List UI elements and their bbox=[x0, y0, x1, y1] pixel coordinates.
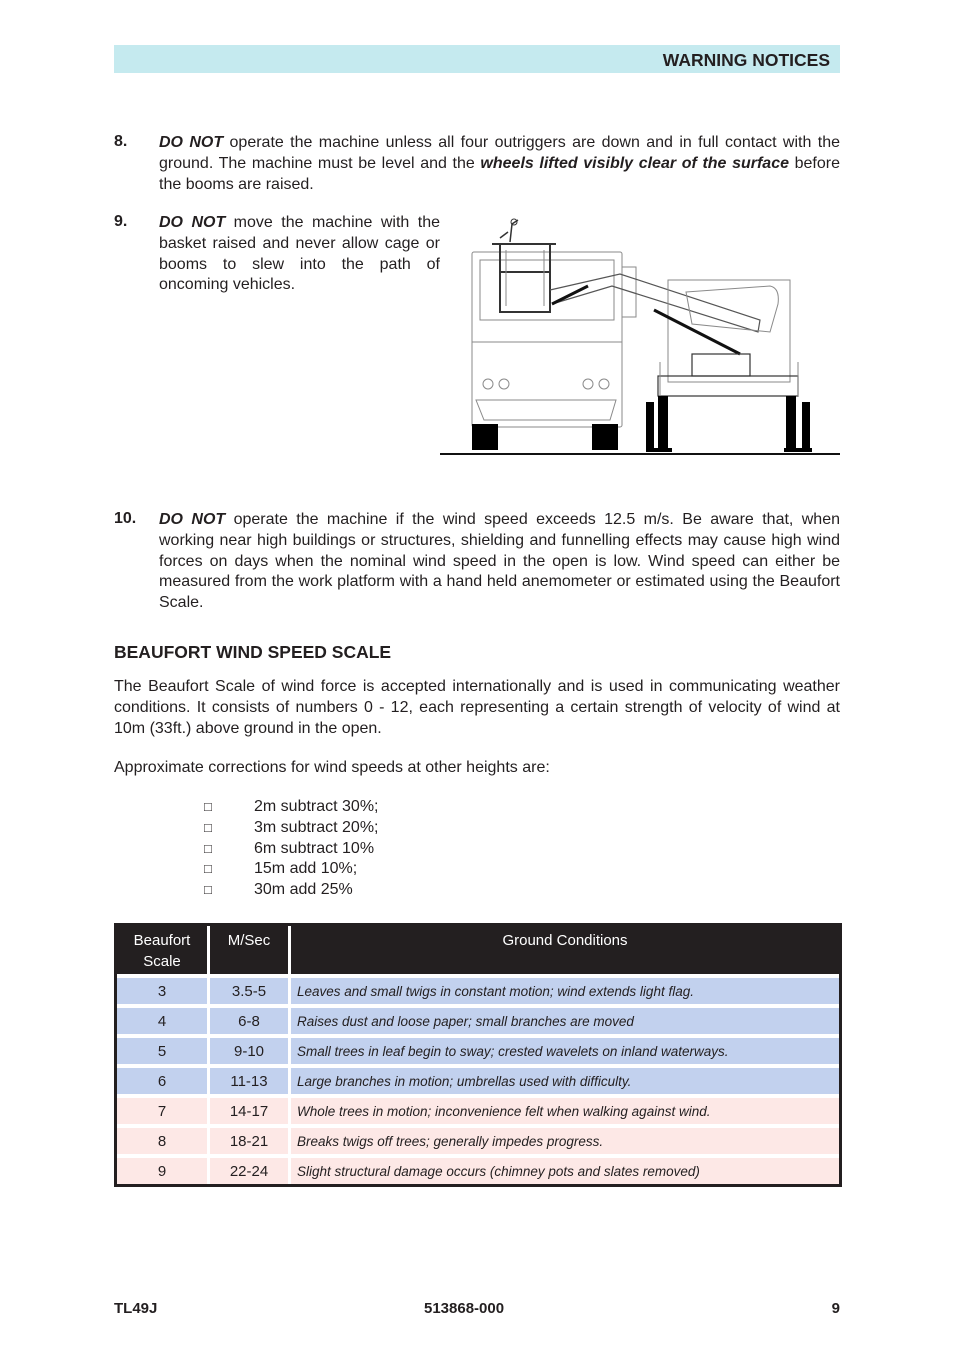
item-8-lead: DO NOT bbox=[159, 134, 224, 151]
item-8-text-b: before the booms are raised. bbox=[159, 154, 841, 193]
bullet-square-icon: □ bbox=[204, 840, 212, 856]
cell-msec: 14-17 bbox=[210, 1094, 291, 1124]
list-item bbox=[204, 859, 379, 880]
item-9-lead: DO NOT bbox=[159, 214, 226, 231]
list-item bbox=[204, 818, 379, 839]
cell-conditions: Breaks twigs off trees; generally impedes progress. bbox=[291, 1124, 839, 1154]
beaufort-heading: BEAUFORT WIND SPEED SCALE bbox=[114, 642, 392, 662]
cell-scale: 7 bbox=[117, 1094, 210, 1124]
cell-scale: 3 bbox=[117, 974, 210, 1004]
header-ground-conditions: Ground Conditions bbox=[291, 926, 839, 974]
cell-scale: 9 bbox=[117, 1154, 210, 1184]
table-row bbox=[117, 1154, 839, 1184]
page-section-title: WARNING NOTICES bbox=[662, 50, 830, 70]
correction-text: 15m add 10%; bbox=[254, 860, 358, 878]
correction-text: 6m subtract 10% bbox=[254, 839, 375, 857]
beaufort-table bbox=[114, 923, 842, 1187]
cell-msec: 3.5-5 bbox=[210, 974, 291, 1004]
cell-msec: 11-13 bbox=[210, 1064, 291, 1094]
list-item bbox=[204, 797, 379, 818]
footer-part-number: 513868-000 bbox=[424, 1300, 505, 1317]
correction-text: 2m subtract 30%; bbox=[254, 798, 379, 815]
corrections-list bbox=[204, 797, 379, 901]
bullet-square-icon: □ bbox=[204, 799, 212, 814]
cell-scale: 5 bbox=[117, 1034, 210, 1064]
item-10-text bbox=[159, 510, 840, 614]
bullet-square-icon: □ bbox=[204, 819, 212, 835]
table-row bbox=[117, 1094, 839, 1124]
list-item bbox=[204, 839, 379, 860]
cell-conditions: Large branches in motion; umbrellas used with difficulty. bbox=[291, 1064, 839, 1094]
item-10-body: operate the machine if the wind speed exceeds 12.5 m/s. Be aware that, when working near high buildings or structures, shielding and funnelling effects may cause high wind forces on days when the nominal wind speed in the open is low. Wind speed can either be measured from the work platform with a hand held anemometer or estimated using the Beaufort Scale. bbox=[159, 511, 841, 612]
cell-msec: 6-8 bbox=[210, 1004, 291, 1034]
cell-msec: 22-24 bbox=[210, 1154, 291, 1184]
bullet-square-icon: □ bbox=[204, 882, 212, 898]
cell-msec: 18-21 bbox=[210, 1124, 291, 1154]
footer-page-number: 9 bbox=[831, 1300, 840, 1317]
table-row bbox=[117, 1064, 839, 1094]
table-row bbox=[117, 1004, 839, 1034]
correction-text: 30m add 25% bbox=[254, 881, 353, 899]
cell-conditions: Leaves and small twigs in constant motion; wind extends light flag. bbox=[291, 974, 839, 1004]
bullet-square-icon: □ bbox=[204, 861, 212, 877]
item-9-text bbox=[159, 213, 440, 296]
table-row bbox=[117, 974, 839, 1004]
footer-model: TL49J bbox=[114, 1300, 158, 1317]
corrections-intro: Approximate corrections for wind speeds at other heights are: bbox=[114, 759, 550, 776]
header-beaufort-scale: Beaufort Scale bbox=[117, 926, 210, 974]
item-number-9: 9. bbox=[114, 213, 128, 230]
item-10-lead: DO NOT bbox=[159, 511, 226, 528]
item-8-text bbox=[159, 133, 840, 195]
cell-conditions: Small trees in leaf begin to sway; crested wavelets on inland waterways. bbox=[291, 1034, 839, 1064]
cell-scale: 8 bbox=[117, 1124, 210, 1154]
cell-scale: 4 bbox=[117, 1004, 210, 1034]
cell-scale: 6 bbox=[117, 1064, 210, 1094]
table-row bbox=[117, 1124, 839, 1154]
cell-conditions: Whole trees in motion; inconvenience felt when walking against wind. bbox=[291, 1094, 839, 1124]
table-row bbox=[117, 1034, 839, 1064]
cell-conditions: Raises dust and loose paper; small branches are moved bbox=[291, 1004, 839, 1034]
item-8-text-a: operate the machine unless all four outriggers are down and in full contact with the ground. The machine must be level and the bbox=[159, 134, 840, 172]
item-number-10: 10. bbox=[114, 510, 137, 527]
beaufort-intro: The Beaufort Scale of wind force is accepted internationally and is used in communicating weather conditions. It consists of numbers 0 - 12, each representing a certain strength of velocity of wind at 10m (33ft.) above ground in the open. bbox=[114, 678, 840, 737]
item-8-emphasis: wheels lifted visibly clear of the surface bbox=[480, 154, 789, 172]
correction-text: 3m subtract 20%; bbox=[254, 818, 379, 836]
header-msec: M/Sec bbox=[210, 926, 291, 974]
cell-conditions: Slight structural damage occurs (chimney pots and slates removed) bbox=[291, 1154, 839, 1184]
machine-illustration bbox=[440, 212, 842, 458]
table-header-row bbox=[117, 926, 839, 974]
cell-msec: 9-10 bbox=[210, 1034, 291, 1064]
header-bar bbox=[114, 45, 840, 73]
list-item bbox=[204, 880, 379, 901]
item-9-body: move the machine with the basket raised and never allow cage or booms to slew into the path of oncoming vehicles. bbox=[159, 214, 441, 294]
item-number-8: 8. bbox=[114, 133, 128, 150]
